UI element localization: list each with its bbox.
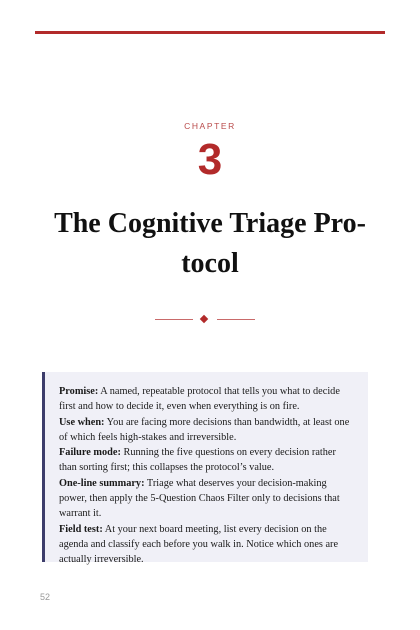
- chapter-title: The Cognitive Triage Pro-tocol: [54, 208, 366, 279]
- summary-text: At your next board meeting, list every decision on the agenda and classify each before you walk in. Notice which ones are actually irreversible.: [59, 523, 339, 566]
- chapter-label: CHAPTER: [184, 121, 236, 131]
- summary-label: Use when:: [59, 416, 105, 428]
- summary-label: One-line summary:: [59, 477, 145, 489]
- summary-promise: [59, 384, 356, 415]
- summary-use-when: [59, 415, 356, 446]
- summary-one-line: [59, 476, 356, 522]
- summary-failure-mode: [59, 445, 356, 476]
- summary-text: A named, repeatable protocol that tells you what to decide first and how to decide it, even when everything is on fire.: [59, 386, 340, 413]
- chapter-summary-box: [42, 372, 368, 566]
- summary-text: Running the five questions on every decision rather than sorting first; this collapses the protocol’s value.: [59, 447, 336, 474]
- header-rule: [35, 31, 385, 34]
- summary-label: Failure mode:: [59, 447, 121, 459]
- ornament-line-right: [217, 319, 255, 320]
- ornament-line-left: [155, 319, 193, 320]
- chapter-number: 3: [197, 135, 223, 184]
- summary-label: Field test:: [59, 523, 103, 535]
- title-ornament: [0, 313, 420, 327]
- diamond-icon: [200, 315, 208, 323]
- page-number: 52: [40, 592, 51, 602]
- summary-label: Promise:: [59, 386, 99, 397]
- summary-text: You are facing more decisions than bandwidth, at least one of which feels high-stakes and irreversible.: [59, 416, 350, 443]
- summary-field-test: [59, 522, 356, 568]
- summary-text: Triage what deserves your decision-making power, then apply the 5-Question Chaos Filter only to decisions that warrant it.: [59, 477, 340, 520]
